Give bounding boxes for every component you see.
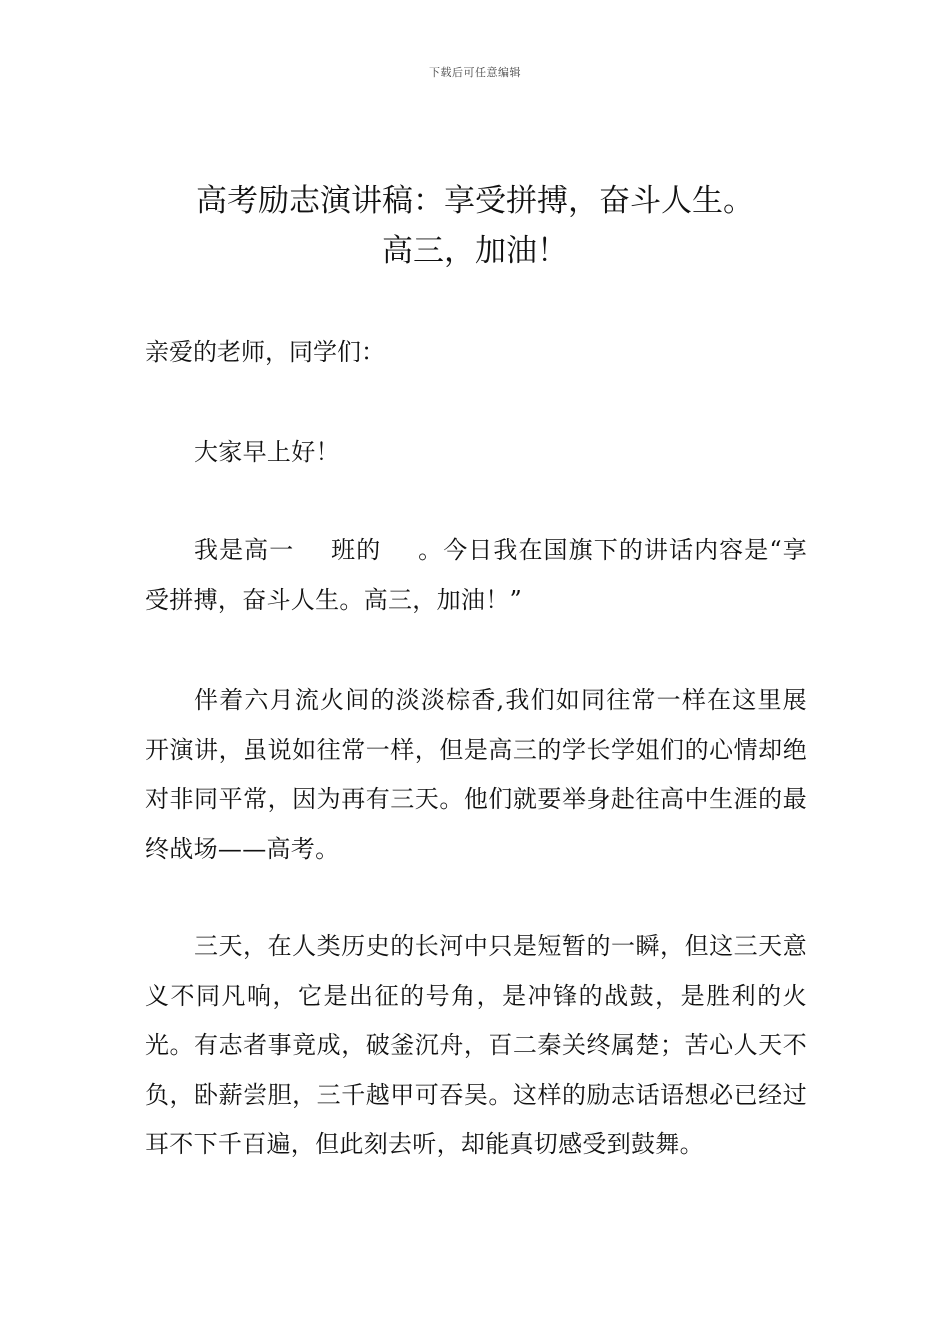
- intro-text-3: 。今日我在国旗下的讲话内容是“享受拼搏，奋斗人生。高三，加油！”: [145, 536, 807, 614]
- salutation: 亲爱的老师，同学们：: [145, 338, 385, 366]
- body-paragraph-2: 三天，在人类历史的长河中只是短暂的一瞬，但这三天意义不同凡响，它是出征的号角，是冲锋的战鼓，是胜利的火光。有志者事竟成，破釜沉舟，百二秦关终属楚；苦心人天不负，卧薪尝胆，三千越甲可吞吴。这样的励志话语想必已经过耳不下千百遍，但此刻去听，却能真切感受到鼓舞。: [145, 932, 807, 1158]
- title-line-2: 高三，加油！: [382, 233, 568, 269]
- header-note: 下载后可任意编辑: [429, 66, 521, 79]
- intro-text-2: 班的: [330, 536, 382, 564]
- title-line-1: 高考励志演讲稿：享受拼搏，奋斗人生。: [196, 183, 754, 219]
- document-title: [145, 176, 805, 276]
- intro-paragraph: [145, 526, 807, 625]
- intro-text-1: 我是高一: [194, 536, 295, 564]
- greeting-paragraph: 大家早上好！: [194, 438, 340, 466]
- body-paragraph-1: 伴着六月流火间的淡淡棕香,我们如同往常一样在这里展开演讲，虽说如往常一样，但是高三的学长学姐们的心情却绝对非同平常，因为再有三天。他们就要举身赴往高中生涯的最终战场——高考。: [145, 686, 807, 863]
